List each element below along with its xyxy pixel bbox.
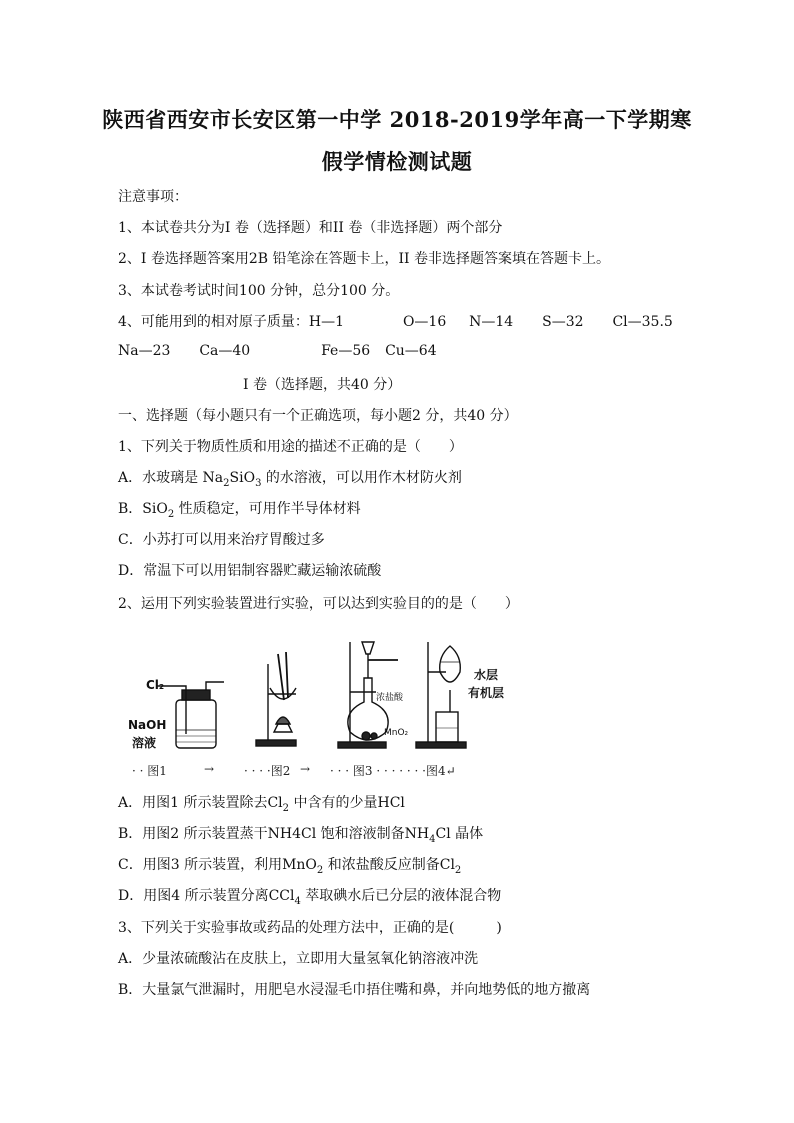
atomic-mass-na: Na—23 <box>118 343 171 359</box>
atomic-mass-fe: Fe—56 <box>321 343 371 359</box>
label-organic-layer: 有机层 <box>468 686 505 700</box>
subscript: 2 <box>282 802 290 814</box>
notice-heading: 注意事项： <box>118 189 188 205</box>
subscript: 4 <box>429 833 436 845</box>
option-text: A．水玻璃是 Na <box>118 470 224 486</box>
option-text: B．用图2 所示装置蒸干NH4Cl 饱和溶液制备NH <box>118 826 430 842</box>
atomic-mass-s: S—32 <box>542 314 584 330</box>
option-text: A．用图1 所示装置除去Cl <box>118 795 283 811</box>
caption-fig2: · · · ·图2 <box>244 764 291 778</box>
question-2-option-b <box>118 823 483 843</box>
subscript: 2 <box>454 864 462 876</box>
question-2-option-c <box>118 854 461 874</box>
subscript: 2 <box>223 477 230 489</box>
label-mno2: MnO₂ <box>384 728 409 738</box>
caption-fig1: · · 图1 <box>132 764 167 778</box>
apparatus-drawings <box>128 632 528 782</box>
question-2-stem: 2、运用下列实验装置进行实验，可以达到实验目的的是（ ） <box>118 596 519 612</box>
subscript: 4 <box>294 895 301 907</box>
label-water-layer: 水层 <box>474 668 499 682</box>
atomic-mass-cu: Cu—64 <box>385 343 437 359</box>
question-3-option-b: B．大量氯气泄漏时，用肥皂水浸湿毛巾捂住嘴和鼻，并向地势低的地方撤离 <box>118 982 591 998</box>
option-text: B．SiO <box>118 501 168 517</box>
question-2-option-a <box>118 792 405 812</box>
caption-arrow2: → <box>300 762 311 776</box>
caption-fig4: 图4↵ <box>426 764 456 778</box>
subscript: 2 <box>316 864 324 876</box>
label-cl2: Cl₂ <box>146 678 165 692</box>
atomic-mass-n: N—14 <box>469 314 514 330</box>
label-solution: 溶液 <box>132 736 157 750</box>
notice-item-3: 3、本试卷考试时间100 分钟，总分100 分。 <box>118 283 400 299</box>
question-1-option-b <box>118 498 361 518</box>
option-text: SiO <box>229 470 256 486</box>
option-text: 性质稳定，可用作半导体材料 <box>174 501 361 517</box>
question-1-option-a <box>118 467 462 487</box>
question-1-option-c: C．小苏打可以用来治疗胃酸过多 <box>118 532 325 548</box>
atomic-mass-h: 4、可能用到的相对原子质量：H—1 <box>118 314 345 330</box>
section-heading: I 卷（选择题，共40 分） <box>243 377 402 393</box>
caption-fig3: · · · 图3 · · · · · · · <box>330 764 426 778</box>
subscript: 2 <box>167 508 175 520</box>
gas-washing-bottle-icon <box>156 682 224 748</box>
option-text: C．用图3 所示装置，利用MnO <box>118 857 317 873</box>
option-text: 萃取碘水后已分层的液体混合物 <box>300 888 502 904</box>
label-conc-hcl: 浓盐酸 <box>376 693 404 703</box>
atomic-mass-ca: Ca—40 <box>199 343 251 359</box>
notice-item-2: 2、I 卷选择题答案用2B 铅笔涂在答题卡上，II 卷非选择题答案填在答题卡上。 <box>118 251 611 267</box>
question-1-option-d: D．常温下可以用铝制容器贮藏运输浓硫酸 <box>118 563 382 579</box>
evaporation-stand-icon <box>256 652 296 746</box>
question-3-stem: 3、下列关于实验事故或药品的处理方法中，正确的是( ) <box>118 920 502 936</box>
option-text: 的水溶液，可以用作木材防火剂 <box>261 470 462 486</box>
atomic-mass-o: O—16 <box>402 314 447 330</box>
option-text: 中含有的少量HCl <box>289 795 405 811</box>
option-text: 和浓盐酸反应制备Cl <box>323 857 455 873</box>
question-3-option-a: A．少量浓硫酸沾在皮肤上，立即用大量氢氧化钠溶液冲洗 <box>118 951 479 967</box>
question-1-stem: 1、下列关于物质性质和用途的描述不正确的是（ ） <box>118 439 463 455</box>
notice-item-1: 1、本试卷共分为I 卷（选择题）和II 卷（非选择题）两个部分 <box>118 220 503 236</box>
option-text: Cl 晶体 <box>435 826 484 842</box>
separatory-funnel-icon <box>416 642 466 748</box>
label-naoh: NaOH <box>128 718 167 732</box>
subscript: 3 <box>255 477 262 489</box>
option-text: D．用图4 所示装置分离CCl <box>118 888 295 904</box>
part-heading: 一、选择题（每小题只有一个正确选项，每小题2 分，共40 分） <box>118 408 518 424</box>
atomic-mass-cl: Cl—35.5 <box>612 314 673 330</box>
exam-title-line2: 假学情检测试题 <box>321 149 473 174</box>
caption-arrow1: → <box>204 762 215 776</box>
notice-item-4 <box>118 311 673 331</box>
question-2-option-d <box>118 885 501 905</box>
notice-item-4-cont <box>118 343 437 359</box>
apparatus-figures <box>128 632 528 782</box>
exam-title-line1: 陕西省西安市长安区第一中学 2018-2019学年高一下学期寒 <box>102 107 692 132</box>
